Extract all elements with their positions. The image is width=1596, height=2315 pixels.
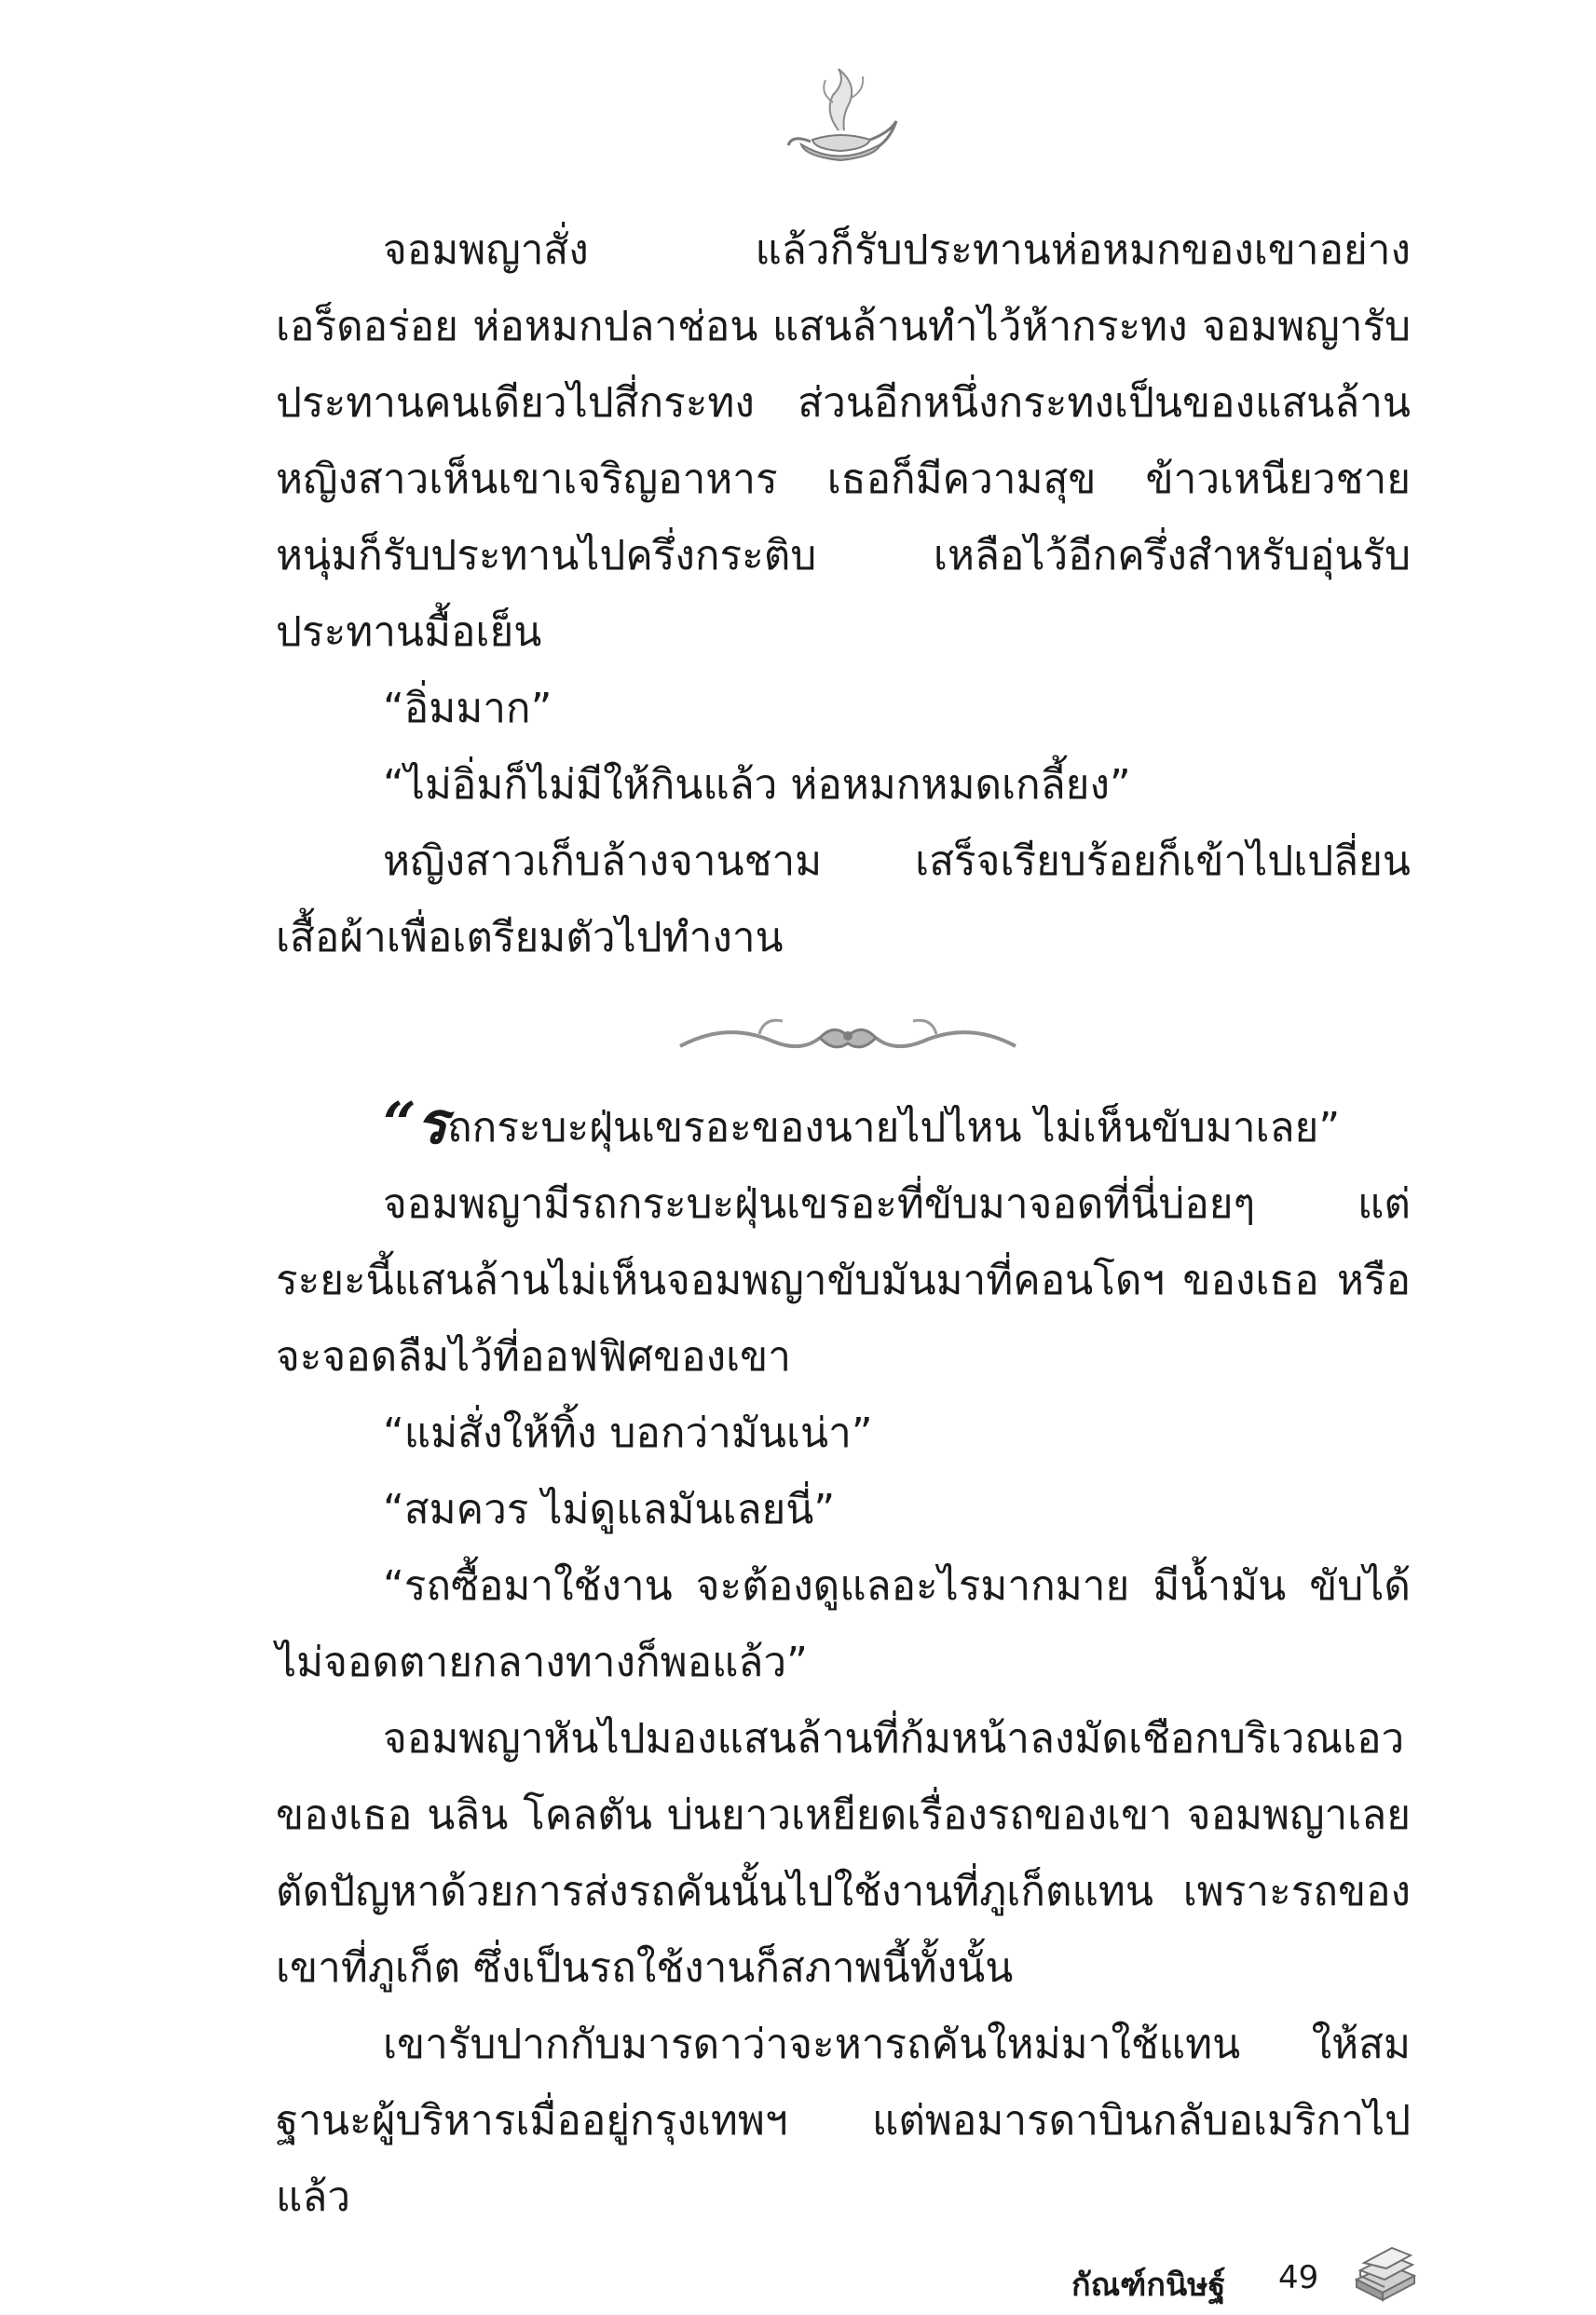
dialogue-line: “แม่สั่งให้ทิ้ง บอกว่ามันเน่า” — [383, 1409, 873, 1457]
paragraph: “รถซื้อมาใช้งาน จะต้องดูแลอะไรมากมาย มีน้ำมัน ขับได้ ไม่จอดตายกลางทางก็พอแล้ว” — [276, 1562, 1411, 1686]
lamp-ornament-icon — [773, 65, 904, 177]
dialogue-line: “ไม่อิ่มก็ไม่มีให้กินแล้ว ห่อหมกหมดเกลี้ยง” — [383, 761, 1131, 809]
dialogue-line: “อิ่มมาก” — [383, 685, 552, 732]
paragraph: จอมพญามีรถกระบะฝุ่นเขรอะที่ขับมาจอดที่นี่บ่อยๆ แต่ระยะนี้แสนล้านไม่เห็นจอมพญาขับมันมาที่คอนโดฯ ของเธอ หรือจะจอดลืมไว้ที่ออฟฟิศของเขา — [276, 1180, 1411, 1381]
dialogue-line: “สมควร ไม่ดูแลมันเลยนี่” — [383, 1486, 836, 1533]
paragraph: หญิงสาวเก็บล้างจานชาม เสร็จเรียบร้อยก็เข้าไปเปลี่ยนเสื้อผ้าเพื่อเตรียมตัวไปทำงาน — [276, 837, 1411, 961]
drop-cap: “ร — [383, 1089, 447, 1157]
book-stack-icon — [1351, 2242, 1418, 2302]
page-footer — [1071, 2259, 1444, 2315]
page-number: 49 — [1278, 2259, 1319, 2296]
paragraph: จอมพญาสั่ง แล้วก็รับประทานห่อหมกของเขาอย่างเอร็ดอร่อย ห่อหมกปลาช่อน แสนล้านทำไว้ห้ากระทง จอมพญารับประทานคนเดียวไปสี่กระทง ส่วนอีกหนึ่งกระทงเป็นของแสนล้าน หญิงสาวเห็นเขาเจริญอาหาร เธอก็มีความสุข ข้าวเหนียวชายหนุ่มก็รับประทานไปครึ่งกระติบ เหลือไว้อีกครึ่งสำหรับอุ่นรับประทานมื้อเย็น — [276, 226, 1411, 656]
book-title: กัณฑ์กนิษฐ์ — [1071, 2267, 1226, 2304]
paragraph: จอมพญาหันไปมองแสนล้านที่ก้มหน้าลงมัดเชือกบริเวณเอวของเธอ นลิน โคลตัน บ่นยาวเหยียดเรื่องรถของเขา จอมพญาเลยตัดปัญหาด้วยการส่งรถคันนั้นไปใช้งานที่ภูเก็ตแทน เพราะรถของเขาที่ภูเก็ต ซึ่งเป็นรถใช้งานก็สภาพนี้ทั้งนั้น — [276, 1715, 1411, 1992]
opening-line-rest: ถกระบะฝุ่นเขรอะของนายไปไหน ไม่เห็นขับมาเลย” — [446, 1104, 1341, 1151]
text-block-1 — [276, 212, 1411, 976]
paragraph: เขารับปากกับมารดาว่าจะหารถคันใหม่มาใช้แทน ให้สมฐานะผู้บริหารเมื่ออยู่กรุงเทพฯ แต่พอมารดาบินกลับอเมริกาไปแล้ว — [276, 2021, 1411, 2221]
text-block-2 — [276, 1090, 1411, 2236]
opening-line — [276, 1090, 1411, 1166]
flourish-divider-icon — [671, 1004, 1025, 1069]
